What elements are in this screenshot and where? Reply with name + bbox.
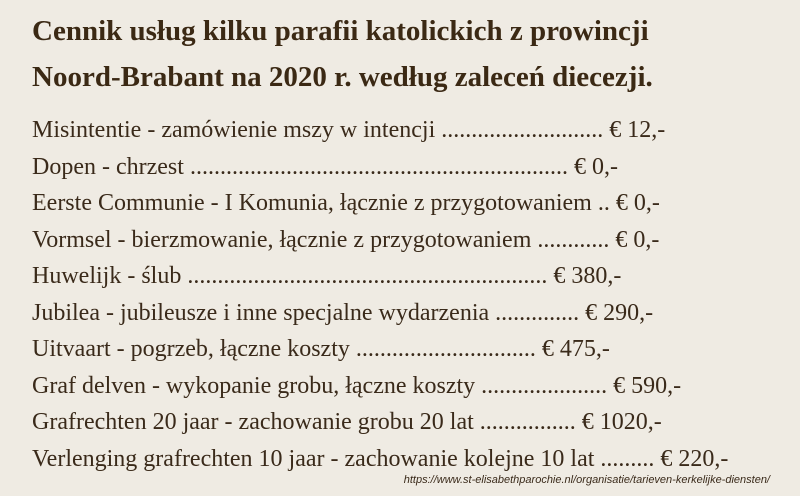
price-row-dopen [32, 149, 772, 186]
price-value: € 475,- [541, 336, 610, 362]
price-label: Grafrechten 20 jaar - zachowanie grobu 20 lat [32, 409, 474, 435]
price-row-eerste-communie [32, 185, 772, 222]
dot-leader: .............................. [349, 336, 542, 362]
dot-leader: ................ [473, 409, 582, 435]
price-label: Jubilea - jubileusze i inne specjalne wydarzenia [32, 299, 490, 326]
dot-leader: ......... [594, 445, 661, 472]
price-value: € 290,- [585, 299, 654, 326]
page-title [32, 8, 772, 100]
price-value: € 380,- [553, 263, 622, 289]
price-label: Graf delven - wykopanie grobu, łączne koszty [32, 372, 476, 399]
price-value: € 0,- [615, 226, 660, 253]
price-label: Verlenging grafrechten 10 jaar - zachowanie kolejne 10 lat [32, 445, 595, 472]
price-label: Huwelijk - ślub [32, 263, 182, 289]
price-row-verlenging [32, 441, 772, 478]
price-value: € 590,- [613, 372, 682, 399]
price-value: € 1020,- [581, 409, 662, 435]
dot-leader: .. [591, 190, 616, 216]
title-line-2: Noord-Brabant na 2020 r. według zaleceń diecezji. [32, 61, 653, 93]
price-row-huwelijk [32, 258, 772, 295]
price-row-vormsel [32, 222, 772, 259]
price-row-misintentie [32, 112, 772, 149]
price-row-grafrechten [32, 404, 772, 441]
price-row-jubilea [32, 295, 772, 332]
price-label: Misintentie - zamówienie mszy w intencji [32, 117, 436, 143]
price-value: € 0,- [615, 190, 660, 216]
price-row-uitvaart [32, 331, 772, 368]
source-url: https://www.st-elisabethparochie.nl/organisatie/tarieven-kerkelijke-diensten/ [403, 474, 770, 486]
dot-leader: .............. [489, 299, 586, 326]
dot-leader: ............................................................... [183, 153, 574, 180]
price-label: Eerste Communie - I Komunia, łącznie z przygotowaniem [32, 190, 592, 216]
price-value: € 220,- [660, 445, 729, 472]
title-line-1: Cennik usług kilku parafii katolickich z prowincji [32, 15, 649, 47]
price-label: Vormsel - bierzmowanie, łącznie z przygotowaniem [32, 226, 532, 253]
dot-leader: ............................................................ [181, 263, 554, 289]
price-value: € 12,- [609, 117, 666, 143]
dot-leader: ..................... [475, 372, 614, 399]
price-row-graf-delven [32, 368, 772, 405]
dot-leader: ............ [531, 226, 616, 253]
price-label: Uitvaart - pogrzeb, łączne koszty [32, 336, 350, 362]
price-value: € 0,- [573, 153, 618, 180]
dot-leader: ........................... [435, 117, 610, 143]
price-label: Dopen - chrzest [32, 153, 184, 180]
price-list [32, 112, 772, 477]
